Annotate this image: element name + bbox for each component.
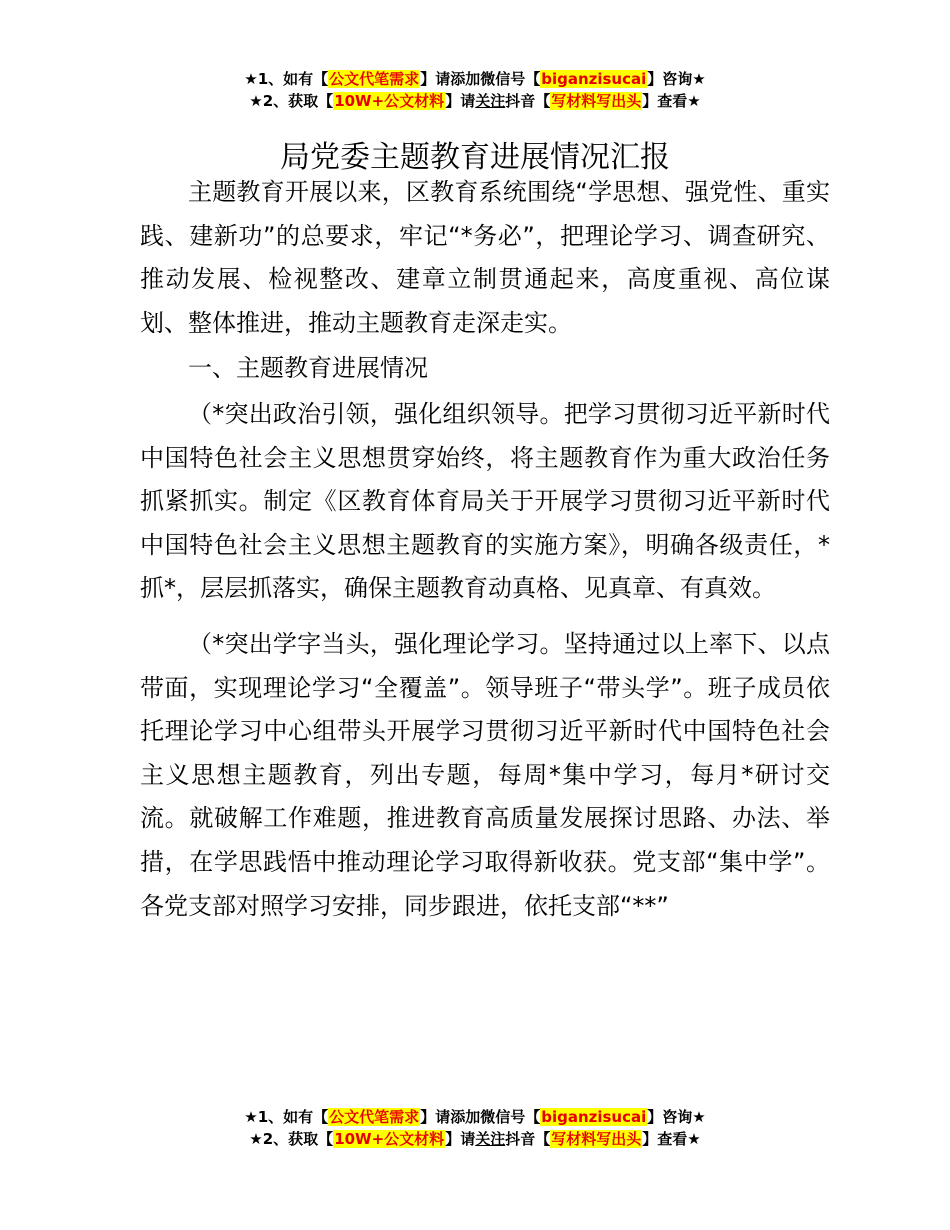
paragraph-intro: 主题教育开展以来，区教育系统围绕“学思想、强党性、重实践、建新功”的总要求，牢记“*务必”，把理论学习、调查研究、推动发展、检视整改、建章立制贯通起来，高度重视、高位谋划、整体推进，推动主题教育走深走实。 bbox=[140, 178, 830, 337]
banner-line-2 bbox=[0, 90, 950, 112]
banner-text: 】请 bbox=[445, 92, 476, 110]
banner-line-2 bbox=[0, 1128, 950, 1150]
banner-underlined-text: 关注 bbox=[475, 1130, 506, 1148]
banner-text: 2、获取【 bbox=[262, 1130, 334, 1148]
banner-text: 1、如有【 bbox=[257, 1108, 329, 1126]
banner-text: 2、获取【 bbox=[262, 92, 334, 110]
highlight-douyin-account: 写材料写出头 bbox=[551, 1130, 642, 1148]
highlight-wechat-id: biganzisucai bbox=[541, 70, 647, 88]
banner-text: 】查看★ bbox=[642, 1130, 701, 1148]
banner-text: 抖音【 bbox=[505, 1130, 551, 1148]
banner-text: 】请添加微信号【 bbox=[420, 1108, 541, 1126]
banner-text: 】咨询★ bbox=[647, 1108, 706, 1126]
banner-text: 】咨询★ bbox=[647, 70, 706, 88]
banner-text: 1、如有【 bbox=[257, 70, 329, 88]
banner-text: 】请 bbox=[445, 1130, 476, 1148]
footer-banner bbox=[0, 1106, 950, 1150]
banner-text: 抖音【 bbox=[505, 92, 551, 110]
banner-text: 】请添加微信号【 bbox=[420, 70, 541, 88]
document-title: 局党委主题教育进展情况汇报 bbox=[280, 140, 670, 176]
star-icon: ★ bbox=[244, 70, 258, 88]
banner-text: 】查看★ bbox=[642, 92, 701, 110]
star-icon: ★ bbox=[249, 92, 263, 110]
banner-underlined-text: 关注 bbox=[475, 92, 506, 110]
paragraph-theory-study: （*突出学字当头，强化理论学习。坚持通过以上率下、以点带面，实现理论学习“全覆盖”。领导班子“带头学”。班子成员依托理论学习中心组带头开展学习贯彻习近平新时代中国特色社会主义思想主题教育，列出专题，每周*集中学习，每月*研讨交流。就破解工作难题，推进教育高质量发展探讨思路、办法、举措，在学思践悟中推动理论学习取得新收获。党支部“集中学”。各党支部对照学习安排，同步跟进，依托支部“**” bbox=[140, 629, 830, 920]
star-icon: ★ bbox=[244, 1108, 258, 1126]
document-body bbox=[140, 171, 830, 928]
highlight-wechat-id: biganzisucai bbox=[541, 1108, 647, 1126]
highlight-service: 公文代笔需求 bbox=[329, 1108, 420, 1126]
header-banner bbox=[0, 68, 950, 112]
highlight-materials: 10W+公文材料 bbox=[334, 1130, 445, 1148]
banner-line-1 bbox=[0, 68, 950, 90]
banner-line-1 bbox=[0, 1106, 950, 1128]
highlight-materials: 10W+公文材料 bbox=[334, 92, 445, 110]
section-heading: 一、主题教育进展情况 bbox=[188, 354, 428, 383]
star-icon: ★ bbox=[249, 1130, 263, 1148]
highlight-service: 公文代笔需求 bbox=[329, 70, 420, 88]
paragraph-political-leadership: （*突出政治引领，强化组织领导。把学习贯彻习近平新时代中国特色社会主义思想贯穿始终，将主题教育作为重大政治任务抓紧抓实。制定《区教育体育局关于开展学习贯彻习近平新时代中国特色社会主义思想主题教育的实施方案》，明确各级责任，*抓*，层层抓落实，确保主题教育动真格、见真章、有真效。 bbox=[140, 399, 830, 603]
highlight-douyin-account: 写材料写出头 bbox=[551, 92, 642, 110]
